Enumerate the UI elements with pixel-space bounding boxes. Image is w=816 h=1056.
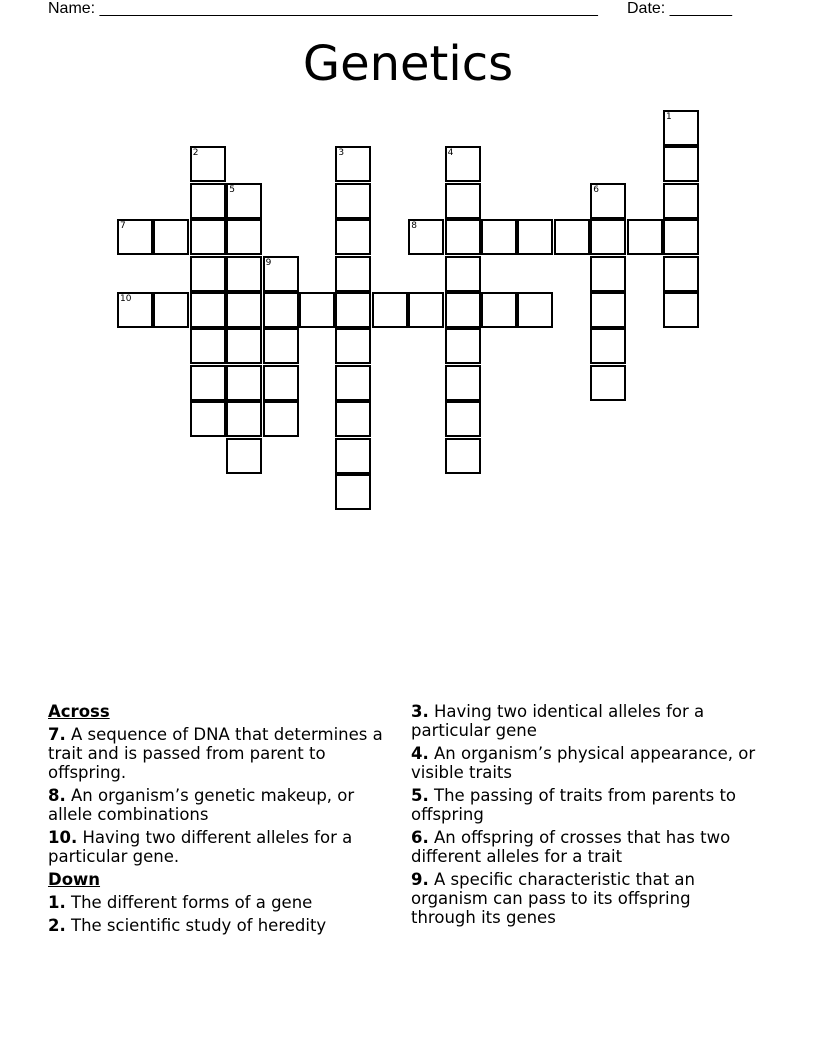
clues-left-column	[48, 702, 393, 939]
down-heading: Down	[48, 870, 101, 889]
clue-across-10	[48, 828, 393, 866]
grid-cell[interactable]	[445, 365, 481, 401]
clue-number: 9.	[411, 870, 429, 889]
grid-cell[interactable]	[117, 292, 153, 328]
clues-right-column	[411, 702, 756, 931]
clue-text: A specific characteristic that an organism can pass to its offspring through its genes	[411, 870, 696, 927]
clue-number-label: 1	[666, 112, 672, 122]
name-blank[interactable]: ________________________________________________________	[99, 0, 598, 17]
clue-number-label: 5	[229, 184, 235, 195]
date-blank[interactable]: _______	[669, 0, 732, 17]
clue-number-label: 9	[265, 257, 272, 268]
grid-cell[interactable]	[590, 328, 626, 364]
grid-cell[interactable]	[190, 256, 226, 292]
grid-cell[interactable]	[445, 438, 481, 474]
grid-cell[interactable]	[445, 328, 481, 364]
across-heading: Across	[48, 702, 110, 721]
grid-cell[interactable]	[517, 219, 553, 255]
grid-cell[interactable]	[663, 256, 699, 292]
clue-text: Having two different alleles for a particular gene.	[48, 828, 353, 866]
clue-text: The passing of traits from parents to offspring	[411, 786, 737, 824]
grid-cell[interactable]	[226, 438, 262, 474]
clue-text: A sequence of DNA that determines a trait and is passed from parent to offspring.	[48, 725, 383, 782]
clue-down-9	[411, 870, 756, 927]
clue-number: 5.	[411, 786, 429, 805]
clue-down-3	[411, 702, 756, 740]
grid-cell[interactable]	[226, 365, 262, 401]
grid-cell[interactable]	[335, 438, 371, 474]
grid-cell[interactable]	[517, 292, 553, 328]
clue-number: 2.	[48, 916, 66, 935]
grid-cell[interactable]	[299, 292, 335, 328]
grid-cell[interactable]	[263, 328, 299, 364]
clue-number-label: 2	[192, 148, 199, 159]
grid-cell[interactable]	[627, 219, 663, 255]
clue-down-6	[411, 828, 756, 866]
grid-cell[interactable]	[663, 292, 699, 328]
grid-cell[interactable]	[153, 292, 189, 328]
clue-number: 7.	[48, 725, 66, 744]
grid-cell[interactable]	[335, 401, 371, 437]
grid-cell[interactable]	[335, 292, 371, 328]
grid-cell[interactable]	[663, 183, 699, 219]
grid-cell[interactable]	[481, 292, 517, 328]
clue-text: The scientific study of heredity	[71, 916, 327, 935]
grid-cell[interactable]	[226, 292, 262, 328]
clue-down-4	[411, 744, 756, 782]
grid-cell[interactable]	[263, 365, 299, 401]
grid-cell[interactable]	[335, 146, 371, 182]
grid-cell[interactable]	[590, 292, 626, 328]
clue-number-label: 3	[338, 148, 345, 159]
grid-cell[interactable]	[153, 219, 189, 255]
date-label: Date:	[627, 0, 666, 17]
grid-cell[interactable]	[590, 219, 626, 255]
grid-cell[interactable]	[590, 183, 626, 219]
clue-number-label: 6	[593, 184, 599, 195]
clue-number: 10.	[48, 828, 78, 847]
clue-number-label: 4	[447, 148, 454, 159]
grid-cell[interactable]	[226, 256, 262, 292]
clue-number: 3.	[411, 702, 429, 721]
grid-cell[interactable]	[335, 183, 371, 219]
grid-cell[interactable]	[554, 219, 590, 255]
clue-number-label: 7	[120, 221, 126, 232]
grid-cell[interactable]	[590, 256, 626, 292]
grid-cell[interactable]	[263, 401, 299, 437]
grid-cell[interactable]	[335, 474, 371, 510]
clue-text: An organism’s genetic makeup, or allele combinations	[48, 786, 355, 824]
clue-number-label: 8	[411, 221, 417, 232]
clue-text: An organism’s physical appearance, or visible traits	[411, 744, 756, 782]
grid-cell[interactable]	[663, 110, 699, 146]
grid-cell[interactable]	[190, 401, 226, 437]
grid-cell[interactable]	[408, 292, 444, 328]
grid-cell[interactable]	[226, 183, 262, 219]
clue-number: 4.	[411, 744, 429, 763]
grid-cell[interactable]	[190, 328, 226, 364]
grid-cell[interactable]	[190, 183, 226, 219]
grid-cell[interactable]	[663, 146, 699, 182]
grid-cell[interactable]	[226, 401, 262, 437]
clue-number: 6.	[411, 828, 429, 847]
grid-cell[interactable]	[445, 146, 481, 182]
clue-number: 1.	[48, 893, 66, 912]
grid-cell[interactable]	[117, 219, 153, 255]
grid-cell[interactable]	[445, 219, 481, 255]
grid-cell[interactable]	[190, 219, 226, 255]
grid-cell[interactable]	[335, 256, 371, 292]
grid-cell[interactable]	[263, 256, 299, 292]
grid-cell[interactable]	[445, 292, 481, 328]
grid-cell[interactable]	[190, 292, 226, 328]
grid-cell[interactable]	[481, 219, 517, 255]
clue-across-7	[48, 725, 393, 782]
clue-down-2	[48, 916, 393, 935]
grid-cell[interactable]	[226, 328, 262, 364]
page-title: Genetics	[302, 36, 514, 92]
grid-cell[interactable]	[335, 328, 371, 364]
grid-cell[interactable]	[372, 292, 408, 328]
clue-number: 8.	[48, 786, 66, 805]
grid-cell[interactable]	[445, 256, 481, 292]
clue-text: Having two identical alleles for a particular gene	[411, 702, 705, 740]
grid-cell[interactable]	[190, 146, 226, 182]
grid-cell[interactable]	[190, 365, 226, 401]
grid-cell[interactable]	[335, 365, 371, 401]
clue-down-1	[48, 893, 393, 912]
grid-cell[interactable]	[263, 292, 299, 328]
grid-cell[interactable]	[445, 401, 481, 437]
clue-text: An offspring of crosses that has two different alleles for a trait	[411, 828, 731, 866]
grid-cell[interactable]	[663, 219, 699, 255]
clue-across-8	[48, 786, 393, 824]
grid-cell[interactable]	[408, 219, 444, 255]
clue-down-5	[411, 786, 756, 824]
grid-cell[interactable]	[445, 183, 481, 219]
grid-cell[interactable]	[590, 365, 626, 401]
grid-cell[interactable]	[335, 219, 371, 255]
clue-number-label: 10	[120, 294, 132, 304]
name-label: Name:	[48, 0, 96, 17]
grid-cell[interactable]	[226, 219, 262, 255]
clue-text: The different forms of a gene	[71, 893, 313, 912]
